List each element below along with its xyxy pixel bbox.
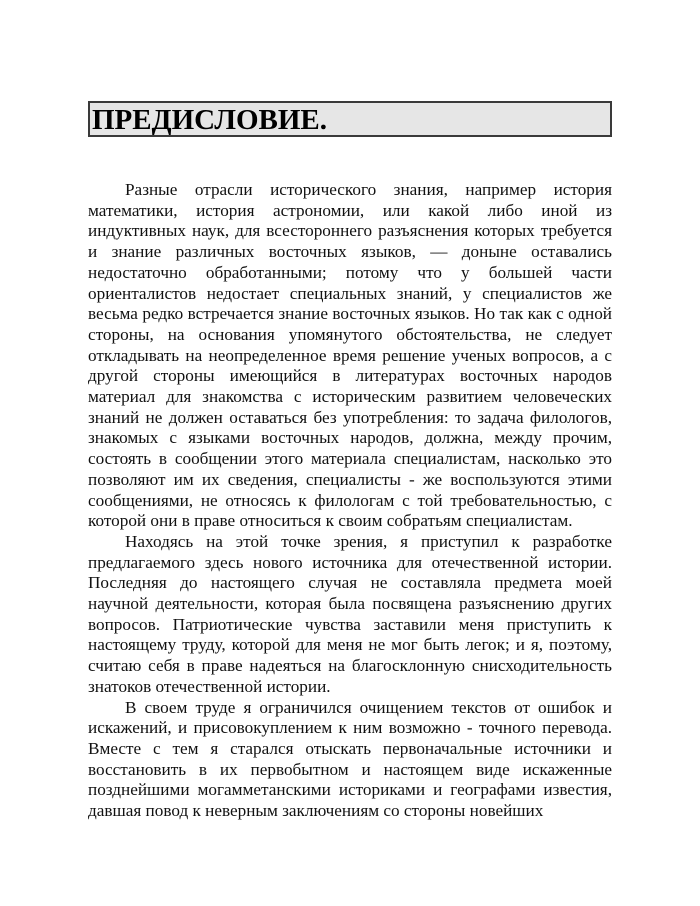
- body-text: [88, 180, 612, 822]
- paragraph-1: Разные отрасли исторического знания, например история математики, история астрономии, или какой либо иной из индуктивных наук, для всестороннего разъяснения которых требуется и знание различных восточных языков, — доныне оставались недостаточно обработанными; потому что у большей части ориенталистов недостает специальных знаний, у специалистов же весьма редко встречается знание восточных языков. Но так как с одной стороны, на основания упомянутого обстоятельства, не следует откладывать на неопределенное время решение ученых вопросов, а с другой стороны имеющийся в литературах восточных народов материал для знакомства с историческим развитием человеческих знаний не должен оставаться без употребления: то задача филологов, знакомых с языками восточных народов, должна, между прочим, состоять в сообщении этого материала специалистам, насколько это позволяют им их сведения, специалисты - же воспользуются этими сообщениями, не относясь к филологам с той требовательностью, с которой они в праве относиться к своим собратьям специалистам.: [88, 180, 612, 531]
- paragraph-3: В своем труде я ограничился очищением текстов от ошибок и искажений, и присовокуплением к ним возможно - точного перевода. Вместе с тем я старался отыскать первоначальные источники и восстановить в их первобытном и настоящем виде искаженные позднейшими могамметанскими историками и географами известия, давшая повод к неверным заключениям со стороны новейших: [88, 697, 612, 821]
- section-title: ПРЕДИСЛОВИЕ.: [88, 101, 612, 137]
- document-page: [88, 101, 612, 822]
- paragraph-2: Находясь на этой точке зрения, я приступил к разработке предлагаемого здесь нового источника для отечественной истории. Последняя до настоящего случая не составляла предмета моей научной деятельности, которая была посвящена разъяснению других вопросов. Патриотические чувства заставили меня приступить к настоящему труду, которой для меня не мог быть легок; и я, поэтому, считаю себя в праве надеяться на благосклонную снисходительность знатоков отечественной истории.: [88, 531, 612, 696]
